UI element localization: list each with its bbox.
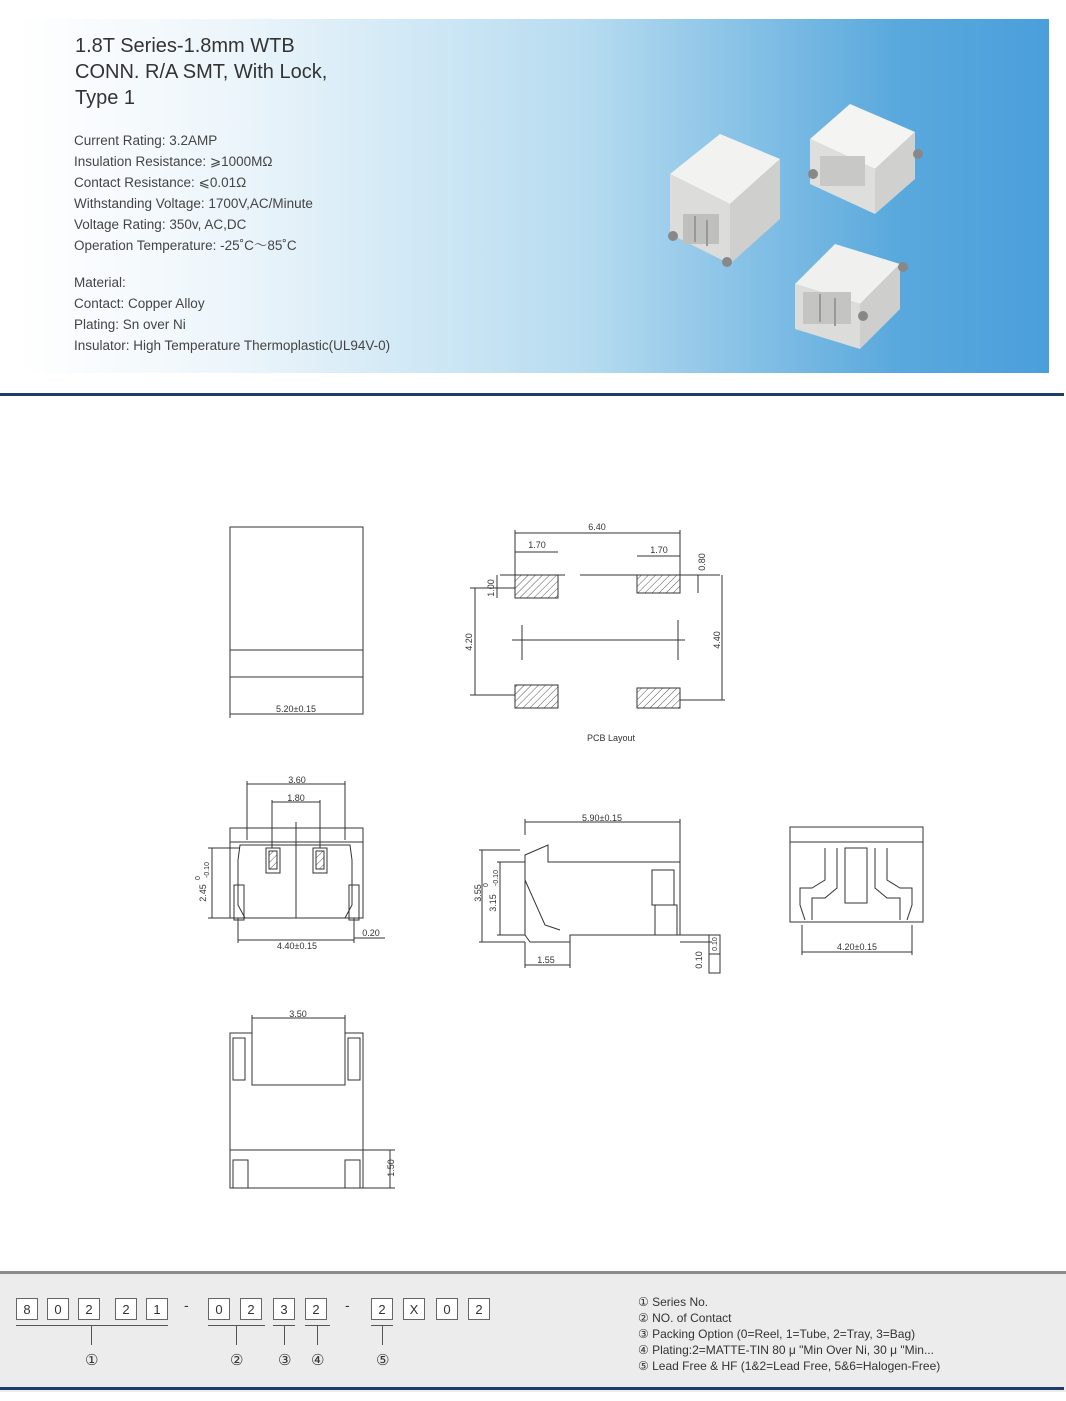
dim-flatness: 0.10 <box>694 951 704 969</box>
pn-digit: 2 <box>115 1298 137 1320</box>
dim-mating-gap: 0.20 <box>362 928 380 938</box>
pn-separator: - <box>184 1297 189 1313</box>
dim-side-tol-bot: -0.10 <box>493 870 500 886</box>
top-divider <box>0 393 1064 396</box>
title-line-1: 1.8T Series-1.8mm WTB <box>75 35 295 57</box>
spec-voltage: Voltage Rating: 350v, AC,DC <box>74 217 247 232</box>
spec-temperature: Operation Temperature: -25˚C～85˚C <box>74 238 297 253</box>
pn-leader <box>236 1325 237 1345</box>
dim-top-width: 3.50 <box>289 1009 307 1019</box>
pn-digit: 0 <box>47 1298 69 1320</box>
pn-marker-2: ② <box>230 1351 244 1369</box>
pn-digit: 0 <box>436 1298 458 1320</box>
pn-marker-5: ⑤ <box>376 1351 390 1369</box>
pn-leader <box>317 1325 318 1345</box>
connector-image-bottom <box>795 244 908 349</box>
dim-pcb-pad-left: 1.70 <box>528 540 546 550</box>
dim-pcb-height-right: 4.40 <box>712 631 722 649</box>
spec-list <box>74 130 313 256</box>
dim-pcb-height-left: 4.20 <box>464 633 474 651</box>
material-heading: Material: <box>74 275 126 290</box>
title-line-2: CONN. R/A SMT, With Lock, <box>75 61 328 83</box>
spec-withstanding: Withstanding Voltage: 1700V,AC/Minute <box>74 196 313 211</box>
material-plating: Plating: Sn over Ni <box>74 317 186 332</box>
header-banner <box>15 19 1049 373</box>
dim-pcb-pad-h: 0.80 <box>697 553 707 571</box>
legend-item: ① Series No. <box>638 1295 709 1309</box>
pn-digit: 2 <box>78 1298 100 1320</box>
side-view <box>473 813 720 973</box>
legend-item: ③ Packing Option (0=Reel, 1=Tube, 2=Tray, 3=Bag) <box>638 1327 916 1341</box>
pn-digit: 8 <box>16 1298 38 1320</box>
spec-insulation: Insulation Resistance: ⩾1000MΩ <box>74 154 273 169</box>
pn-digit: 2 <box>305 1298 327 1320</box>
title-line-3: Type 1 <box>75 87 136 109</box>
pn-digit: 2 <box>371 1298 393 1320</box>
pn-marker-3: ③ <box>278 1351 292 1369</box>
dim-side-length: 5.90±0.15 <box>582 813 622 823</box>
spec-current: Current Rating: 3.2AMP <box>74 133 218 148</box>
connector-image-left <box>668 134 780 267</box>
technical-drawing <box>0 400 1066 1260</box>
product-title <box>75 33 327 111</box>
pn-digit: 2 <box>240 1298 262 1320</box>
connector-image-top <box>808 104 923 214</box>
rear-view <box>790 827 923 955</box>
pn-group-underline <box>16 1325 168 1326</box>
mating-face-view <box>195 775 385 951</box>
material-list <box>74 272 390 356</box>
dim-mating-width: 3.60 <box>288 775 306 785</box>
pn-digit: 2 <box>468 1298 490 1320</box>
legend-item: ② NO. of Contact <box>638 1311 732 1325</box>
pn-separator: - <box>345 1297 350 1313</box>
dim-side-height: 3.55 <box>473 884 483 902</box>
pn-marker-1: ① <box>85 1351 99 1369</box>
dim-side-foot: 1.55 <box>537 955 555 965</box>
dim-front-width: 5.20±0.15 <box>276 704 316 714</box>
pn-marker-4: ④ <box>311 1351 325 1369</box>
legend-item: ⑤ Lead Free & HF (1&2=Lead Free, 5&6=Halogen-Free) <box>638 1359 941 1373</box>
dim-pcb-pad-h2: 1.00 <box>486 579 496 597</box>
dim-side-tol-top: 0 <box>483 883 490 887</box>
pn-digit: 3 <box>273 1298 295 1320</box>
dim-mating-tol-top: 0 <box>195 876 202 880</box>
pcb-layout-view <box>464 522 725 743</box>
part-number-legend <box>638 1294 940 1374</box>
material-contact: Contact: Copper Alloy <box>74 296 205 311</box>
pn-leader <box>91 1325 92 1345</box>
dim-top-height: 1.50 <box>386 1159 396 1177</box>
pn-digit: X <box>403 1298 425 1320</box>
dim-mating-pitch: 1.80 <box>287 793 305 803</box>
dim-mating-base: 4.40±0.15 <box>277 941 317 951</box>
dim-mating-tol-bot: -0.10 <box>204 862 211 878</box>
connector-photo <box>635 94 935 354</box>
pn-leader <box>284 1325 285 1345</box>
spec-contact-resistance: Contact Resistance: ⩽0.01Ω <box>74 175 247 190</box>
flatness-box-value: 0.10 <box>712 937 719 951</box>
pcb-layout-caption: PCB Layout <box>586 733 636 743</box>
dim-mating-height: 2.45 <box>198 884 208 902</box>
bottom-divider <box>0 1387 1064 1390</box>
dim-rear-width: 4.20±0.15 <box>837 942 877 952</box>
pn-digit: 1 <box>146 1298 168 1320</box>
pn-digit: 0 <box>208 1298 230 1320</box>
pn-leader <box>382 1325 383 1345</box>
dim-pcb-pad-right: 1.70 <box>650 545 668 555</box>
dim-side-height-2: 3.15 <box>488 894 498 912</box>
front-view <box>230 527 363 718</box>
material-insulator: Insulator: High Temperature Thermoplastic(UL94V-0) <box>74 338 391 353</box>
dim-pcb-total: 6.40 <box>588 522 606 532</box>
top-view <box>230 1009 396 1188</box>
legend-item: ④ Plating:2=MATTE-TIN 80 μ "Min Over Ni, 30 μ "Min... <box>638 1343 934 1357</box>
